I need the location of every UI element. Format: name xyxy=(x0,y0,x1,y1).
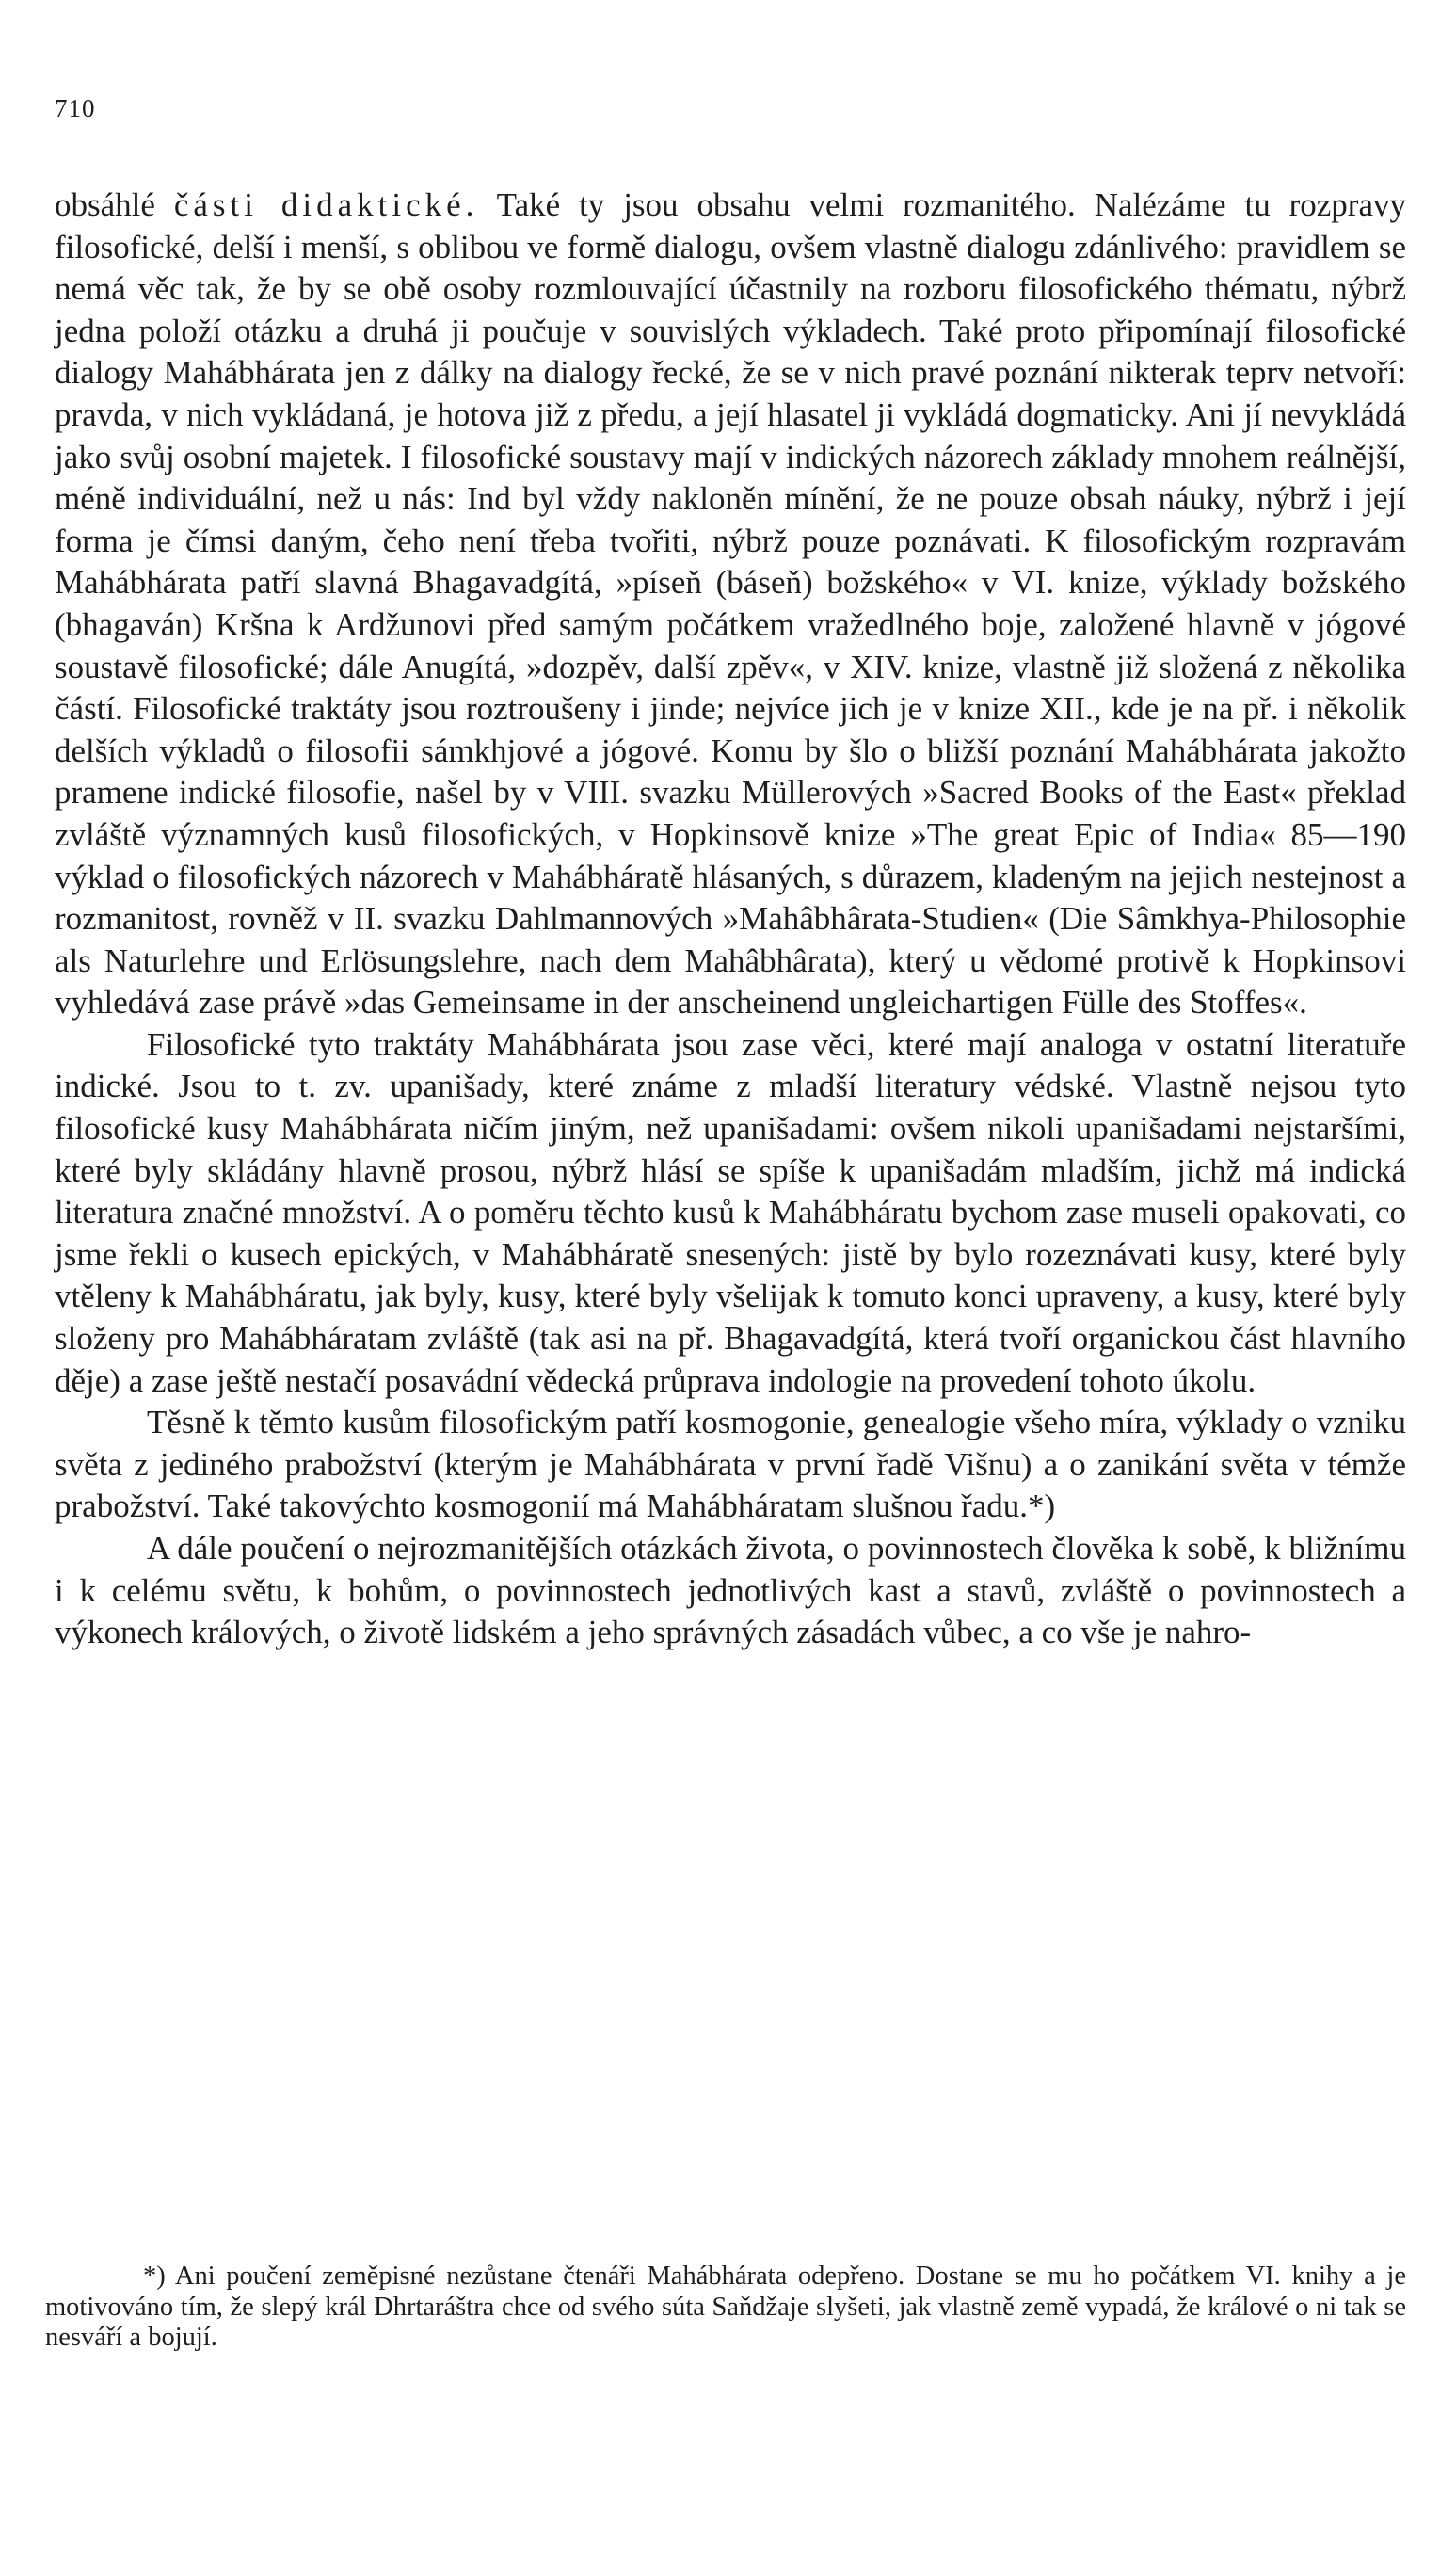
main-text xyxy=(55,185,1406,1654)
paragraph-1 xyxy=(55,185,1406,1024)
paragraph-1-spaced-term: části didaktické. xyxy=(173,186,479,223)
footnote-1: *) Ani poučení zeměpisné nezůstane čtenáři Mahábhárata odepřeno. Dostane se mu ho počátkem VI. knihy a je motivováno tím, že slepý král Dhrtaráštra chce od svého súta Saňdžaje slyšeti, jak vlastně země vypadá, že králové o ni tak se nesváří a bojují. xyxy=(45,2261,1406,2352)
paragraph-1-rest: Také ty jsou obsahu velmi rozmanitého. Nalézáme tu rozpravy filosofické, delší i menší, s oblibou ve formě dialogu, ovšem vlastně dialogu zdánlivého: pravidlem se nemá věc tak, že by se obě osoby rozmlouvající účastnily na rozboru filosofického thématu, nýbrž jedna položí otázku a druhá ji poučuje v souvislých výkladech. Také proto připomínají filosofické dialogy Mahábhárata jen z dálky na dialogy řecké, že se v nich pravé poznání nikterak teprv netvoří: pravda, v nich vykládaná, je hotova již z předu, a její hlasatel ji vykládá dogmaticky. Ani jí nevykládá jako svůj osobní majetek. I filosofické soustavy mají v indických názorech základy mnohem reálnější, méně individuální, než u nás: Ind byl vždy nakloněn mínění, že ne pouze obsah náuky, nýbrž i její forma je čímsi daným, čeho není třeba tvořiti, nýbrž pouze poznávati. K filosofickým rozpravám Mahábhárata patří slavná Bhagavadgítá, »píseň (báseň) božského« v VI. knize, výklady božského (bhagaván) Kršna k Ardžunovi před samým počátkem vražedlného boje, založené hlavně v jógové soustavě filosofické; dále Anugítá, »dozpěv, další zpěv«, v XIV. knize, vlastně již složená z několika částí. Filosofické traktáty jsou roztroušeny i jinde; nejvíce jich je v knize XII., kde je na př. i několik delších výkladů o filosofii sámkhjové a jógové. Komu by šlo o bližší poznání Mahábhárata jakožto pramene indické filosofie, našel by v VIII. svazku Müllerových »Sacred Books of the East« překlad zvláště významných kusů filosofických, v Hopkinsově knize »The great Epic of India« 85—190 výklad o filosofických názorech v Mahábháratě hlásaných, s důrazem, kladeným na jejich nestejnost a rozmanitost, rovněž v II. svazku Dahlmannových »Mahâbhârata-Studien« (Die Sâmkhya-Philosophie als Naturlehre und Erlösungslehre, nach dem Mahâbhârata), který u vědomé protivě k Hopkinsovi vyhledává zase právě »das Gemeinsame in der anscheinend ungleichartigen Fülle des Stoffes«. xyxy=(55,186,1406,1022)
paragraph-3: Těsně k těmto kusům filosofickým patří kosmogonie, genealogie všeho míra, výklady o vzniku světa z jediného prabožství (kterým je Mahábhárata v první řadě Višnu) a o zanikání světa v témže prabožství. Také takovýchto kosmogonií má Mahábháratam slušnou řadu.*) xyxy=(55,1404,1406,1525)
footnotes xyxy=(45,2261,1406,2354)
paragraph-1-lead: obsáhlé xyxy=(55,186,174,223)
paragraph-2: Filosofické tyto traktáty Mahábhárata jsou zase věci, které mají analoga v ostatní literatuře indické. Jsou to t. zv. upanišady, které známe z mladší literatury védské. Vlastně nejsou tyto filosofické kusy Mahábhárata ničím jiným, než upanišadami: ovšem nikoli upanišadami nejstaršími, které byly skládány hlavně prosou, nýbrž hlásí se spíše k upanišadám mladším, jichž má indická literatura značné množství. A o poměru těchto kusů k Mahábháratu bychom zase museli opakovati, co jsme řekli o kusech epických, v Mahábháratě snesených: jistě by bylo rozeznávati kusy, které byly vtěleny k Mahábháratu, jak byly, kusy, které byly všelijak k tomuto konci upraveny, a kusy, které byly složeny pro Mahábháratam zvláště (tak asi na př. Bhagavadgítá, která tvoří organickou část hlavního děje) a zase ještě nestačí posavádní vědecká průprava indologie na provedení tohoto úkolu. xyxy=(55,1025,1406,1399)
page-number: 710 xyxy=(55,94,96,122)
paragraph-4: A dále poučení o nejrozmanitějších otázkách života, o povinnostech člověka k sobě, k bližnímu i k celému světu, k bohům, o povinnostech jednotlivých kast a stavů, zvláště o povinnostech a výkonech králových, o životě lidském a jeho správných zásadách vůbec, a co vše je nahro- xyxy=(55,1530,1406,1651)
